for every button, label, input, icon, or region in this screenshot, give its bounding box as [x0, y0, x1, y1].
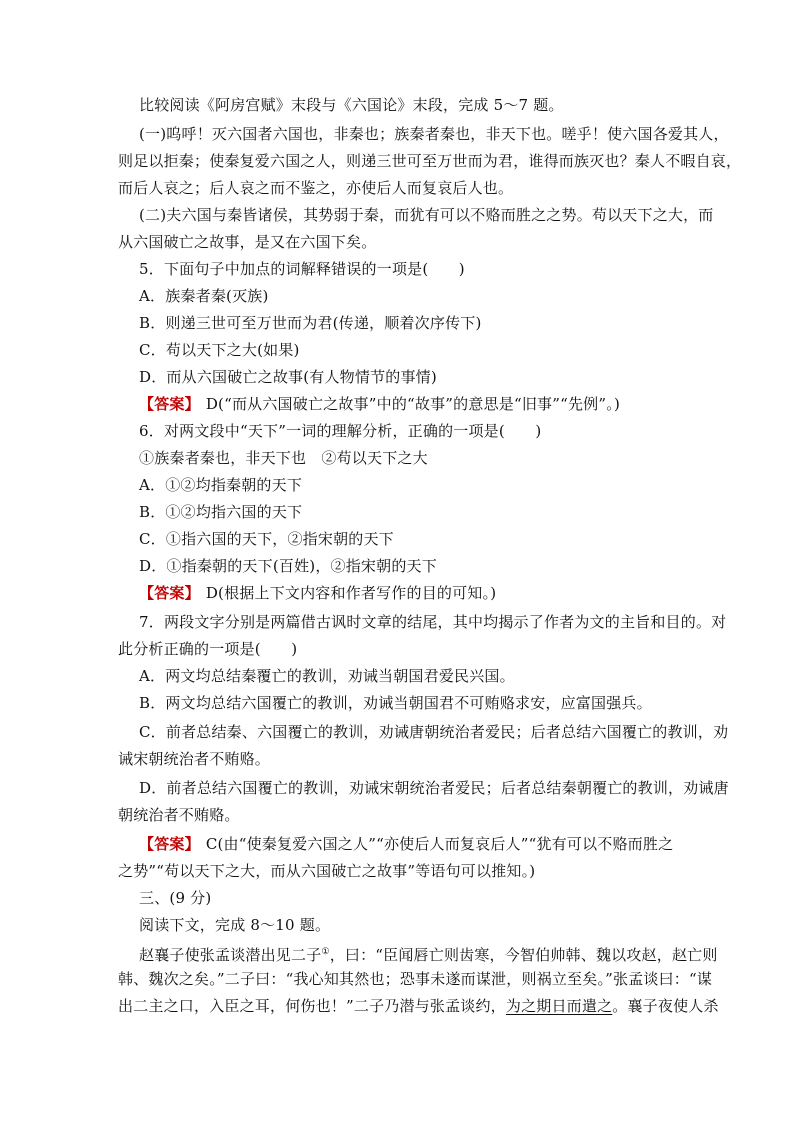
footnote-mark: ①	[321, 947, 330, 957]
question-7-option: A．两文均总结秦覆亡的教训，劝诫当朝国君爱民兴国。	[139, 667, 515, 685]
question-7-stem: 7．两段文字分别是两篇借古讽时文章的结尾，其中均揭示了作者为文的主旨和目的。对	[139, 613, 727, 631]
answer-tag: 【答案】	[139, 395, 200, 413]
question-6-answer	[139, 583, 496, 603]
passage-two-line: (二)夫六国与秦皆诸侯，其势弱于秦，而犹有可以不赂而胜之之势。苟以天下之大，而	[139, 206, 714, 224]
answer-text: C(由“使秦复爱六国之人”“亦使后人而复哀后人”“犹有可以不赂而胜之	[205, 835, 674, 853]
answer-tag: 【答案】	[139, 835, 200, 853]
classical-text-segment: 。襄子夜使人杀	[612, 997, 719, 1015]
underlined-sentence: 为之期日而遣之	[505, 997, 613, 1015]
question-7-answer	[139, 834, 673, 854]
reading-intro: 比较阅读《阿房宫赋》末段与《六国论》末段，完成 5～7 题。	[139, 96, 564, 114]
question-6-option: B．①②均指六国的天下	[139, 503, 303, 521]
question-5-answer	[139, 394, 620, 414]
question-7-stem: 此分析正确的一项是( )	[118, 640, 298, 658]
passage-one-line: 而后人哀之；后人哀之而不鉴之，亦使后人而复哀后人也。	[118, 179, 514, 197]
passage-two-line: 从六国破亡之故事，是又在六国下矣。	[118, 233, 377, 251]
question-6-option: A．①②均指秦朝的天下	[139, 476, 303, 494]
answer-tag: 【答案】	[139, 584, 200, 602]
question-6-sub: ①族秦者秦也，非天下也 ②苟以天下之大	[139, 449, 428, 467]
question-5-option: C．苟以天下之大(如果)	[139, 341, 300, 359]
classical-text-line	[118, 996, 719, 1016]
section-3-heading: 三、(9 分)	[139, 889, 212, 907]
question-5-option: B．则递三世可至万世而为君(传递，顺着次序传下)	[139, 314, 482, 332]
question-7-option: C．前者总结秦、六国覆亡的教训，劝诫唐朝统治者爱民；后者总结六国覆亡的教训，劝	[139, 723, 729, 741]
question-7-option: 朝统治者不贿赂。	[118, 806, 240, 824]
classical-text-segment: 赵襄子使张孟谈潜出见二子	[139, 946, 322, 964]
question-7-answer-cont: 之势”“苟以天下之大，而从六国破亡之故事”等语句可以推知。)	[118, 862, 536, 880]
classical-text-line	[139, 942, 718, 965]
question-6-option: D．①指秦朝的天下(百姓)，②指宋朝的天下	[139, 557, 437, 575]
passage-one-line: 则足以拒秦；使秦复爱六国之人，则递三世可至万世而为君，谁得而族灭也？秦人不暇自哀，	[118, 152, 742, 170]
question-6-stem: 6．对两文段中“天下”一词的理解分析，正确的一项是( )	[139, 422, 542, 440]
question-7-option: 诫宋朝统治者不贿赂。	[118, 750, 271, 768]
question-5-option: A．族秦者秦(灭族)	[139, 287, 269, 305]
question-7-option: B．两文均总结六国覆亡的教训，劝诫当朝国君不可贿赂求安，应富国强兵。	[139, 694, 652, 712]
answer-text: D(“而从六国破亡之故事”中的“故事”的意思是“旧事”“先例”。)	[205, 395, 620, 413]
answer-text: D(根据上下文内容和作者写作的目的可知。)	[205, 584, 497, 602]
section-3-intro: 阅读下文，完成 8～10 题。	[139, 916, 331, 934]
classical-text-segment: ，曰：“臣闻唇亡则齿寒，今智伯帅韩、魏以攻赵，赵亡则	[329, 946, 718, 964]
classical-text-segment: 出二主之口，入臣之耳，何伤也！”二子乃潜与张孟谈约，	[118, 997, 506, 1015]
question-6-option: C．①指六国的天下，②指宋朝的天下	[139, 530, 394, 548]
question-7-option: D．前者总结六国覆亡的教训，劝诫宋朝统治者爱民；后者总结秦朝覆亡的教训，劝诫唐	[139, 779, 729, 797]
question-5-option: D．而从六国破亡之故事(有人物情节的事情)	[139, 368, 437, 386]
question-5-stem: 5．下面句子中加点的词解释错误的一项是( )	[139, 260, 465, 278]
classical-text-line: 韩、魏次之矣。”二子曰：“我心知其然也；恐事未遂而谋泄，则祸立至矣。”张孟谈曰：“谋	[118, 970, 713, 988]
passage-one-line: (一)呜呼！灭六国者六国也，非秦也；族秦者秦也，非天下也。嗟乎！使六国各爱其人，	[139, 125, 729, 143]
